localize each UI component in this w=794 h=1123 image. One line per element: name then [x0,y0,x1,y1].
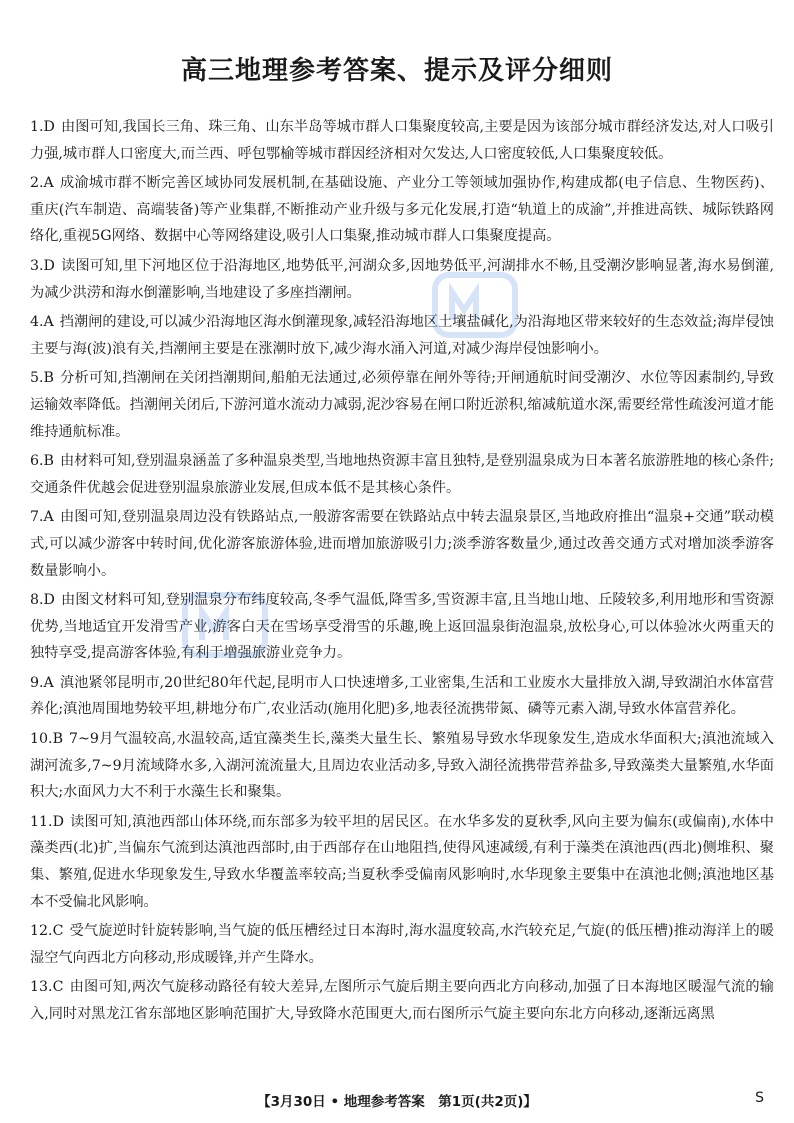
answer-text: 读图可知,里下河地区位于沿海地区,地势低平,河湖众多,因地势低平,河湖排水不畅,且受潮汐影响显著,海水易倒灌,为减少洪涝和海水倒灌影响,当地建设了多座挡潮闸。 [30,257,774,301]
answer-number: 10.B [30,731,63,748]
answer-item [30,253,774,306]
answer-number: 5.B [30,370,54,387]
page-mark: S [755,1090,764,1106]
answer-item [30,587,774,667]
answer-list [30,114,774,1031]
answer-text: 由图文材料可知,登别温泉分布纬度较高,冬季气温低,降雪多,雪资源丰富,且当地山地、丘陵较多,利用地形和雪资源优势,当地适宜开发滑雪产业,游客白天在雪场享受滑雪的乐趣,晚上返回温泉街泡温泉,放松身心,可以体验冰火两重天的独特享受,提高游客体验,有利于增强旅游业竞争力。 [30,592,774,662]
answer-item [30,448,774,501]
answer-number: 11.D [30,813,64,830]
answer-item [30,974,774,1027]
answer-text: 7~9月气温较高,水温较高,适宜藻类生长,藻类大量生长、繁殖易导致水华现象发生,造成水华面积大;滇池流域入湖河流多,7~9月流域降水多,入湖河流流量大,且周边农业活动多,导致入湖径流携带营养盐多,导致藻类大量繁殖,水华面积大;水面风力大不利于水藻生长和聚集。 [30,731,774,801]
answer-number: 9.A [30,674,54,691]
page-footer: 【3月30日 • 地理参考答案 第1页(共2页)】 [257,1094,537,1110]
answer-text: 滇池紧邻昆明市,20世纪80年代起,昆明市人口快速增多,工业密集,生活和工业废水大量排放入湖,导致湖泊水体富营养化;滇池周围地势较平坦,耕地分布广,农业活动(施用化肥)多,地表径流携带氮、磷等元素入湖,导致水体富营养化。 [30,674,774,718]
answer-text: 受气旋逆时针旋转影响,当气旋的低压槽经过日本海时,海水温度较高,水汽较充足,气旋(的低压槽)推动海洋上的暖湿空气向西北方向移动,形成暖锋,并产生降水。 [30,923,774,966]
answer-number: 6.B [30,453,54,470]
answer-item [30,504,774,584]
answer-number: 8.D [30,592,55,609]
answer-number: 4.A [30,314,54,331]
answer-text: 读图可知,滇池西部山体环绕,而东部多为较平坦的居民区。在水华多发的夏秋季,风向主要为偏东(或偏南),水体中藻类西(北)扩,当偏东气流到达滇池西部时,由于西部存在山地阻挡,使得风速减缓,有利于藻类在滇池西(西北)侧堆积、聚集、繁殖,促进水华现象发生,导致水华覆盖率较高;当夏秋季受偏南风影响时,水华现象主要集中在滇池北侧;滇池地区基本不受偏北风影响。 [30,813,774,910]
answer-text: 挡潮闸的建设,可以减少沿海地区海水倒灌现象,减轻沿海地区土壤盐碱化,为沿海地区带来较好的生态效益;海岸侵蚀主要与海(波)浪有关,挡潮闸主要是在涨潮时放下,减少海水涌入河道,对减少海岸侵蚀影响小。 [30,314,774,357]
answer-item [30,726,774,806]
answer-text: 成渝城市群不断完善区域协同发展机制,在基础设施、产业分工等领域加强协作,构建成都(电子信息、生物医药)、重庆(汽车制造、高端装备)等产业集群,不断推动产业升级与多元化发展,打造“轨道上的成渝”,并推进高铁、城际铁路网络化,重视5G网络、数据中心等网络建设,吸引人口集聚,推动城市群人口集聚度提高。 [30,175,774,245]
answer-text: 分析可知,挡潮闸在关闭挡潮期间,船舶无法通过,必须停靠在闸外等待;开闸通航时间受潮汐、水位等因素制约,导致运输效率降低。挡潮闸关闭后,下游河道水流动力减弱,泥沙容易在闸口附近淤积,缩减航道水深,需要经常性疏浚河道才能维持通航标准。 [30,370,774,440]
answer-item [30,114,774,167]
answer-item [30,309,774,362]
answer-number: 13.C [30,979,64,996]
answer-item [30,670,774,723]
answer-text: 由图可知,我国长三角、珠三角、山东半岛等城市群人口集聚度较高,主要是因为该部分城市群经济发达,对人口吸引力强,城市群人口密度大,而兰西、呼包鄂榆等城市群因经济相对欠发达,人口密度较低,人口集聚度较低。 [30,119,774,162]
answer-number: 1.D [30,119,55,135]
answer-item [30,170,774,250]
answer-number: 7.A [30,509,54,526]
answer-number: 3.D [30,257,55,274]
answer-item [30,809,774,915]
answer-number: 12.C [30,923,64,940]
answer-number: 2.A [30,175,54,192]
answer-text: 由材料可知,登别温泉涵盖了多种温泉类型,当地地热资源丰富且独特,是登别温泉成为日本著名旅游胜地的核心条件;交通条件优越会促进登别温泉旅游业发展,但成本低不是其核心条件。 [30,453,774,496]
answer-item [30,365,774,445]
answer-text: 由图可知,两次气旋移动路径有较大差异,左图所示气旋后期主要向西北方向移动,加强了日本海地区暖湿气流的输入,同时对黑龙江省东部地区影响范围扩大,导致降水范围更大,而右图所示气旋主要向东北方向移动,逐渐远离黑 [30,979,774,1022]
answer-text: 由图可知,登别温泉周边没有铁路站点,一般游客需要在铁路站点中转去温泉景区,当地政府推出“温泉+交通”联动模式,可以减少游客中转时间,优化游客旅游体验,进而增加旅游吸引力;淡季游客数量少,通过改善交通方式对增加淡季游客数量影响小。 [30,509,774,579]
answer-item [30,918,774,971]
page-title: 高三地理参考答案、提示及评分细则 [180,56,613,86]
